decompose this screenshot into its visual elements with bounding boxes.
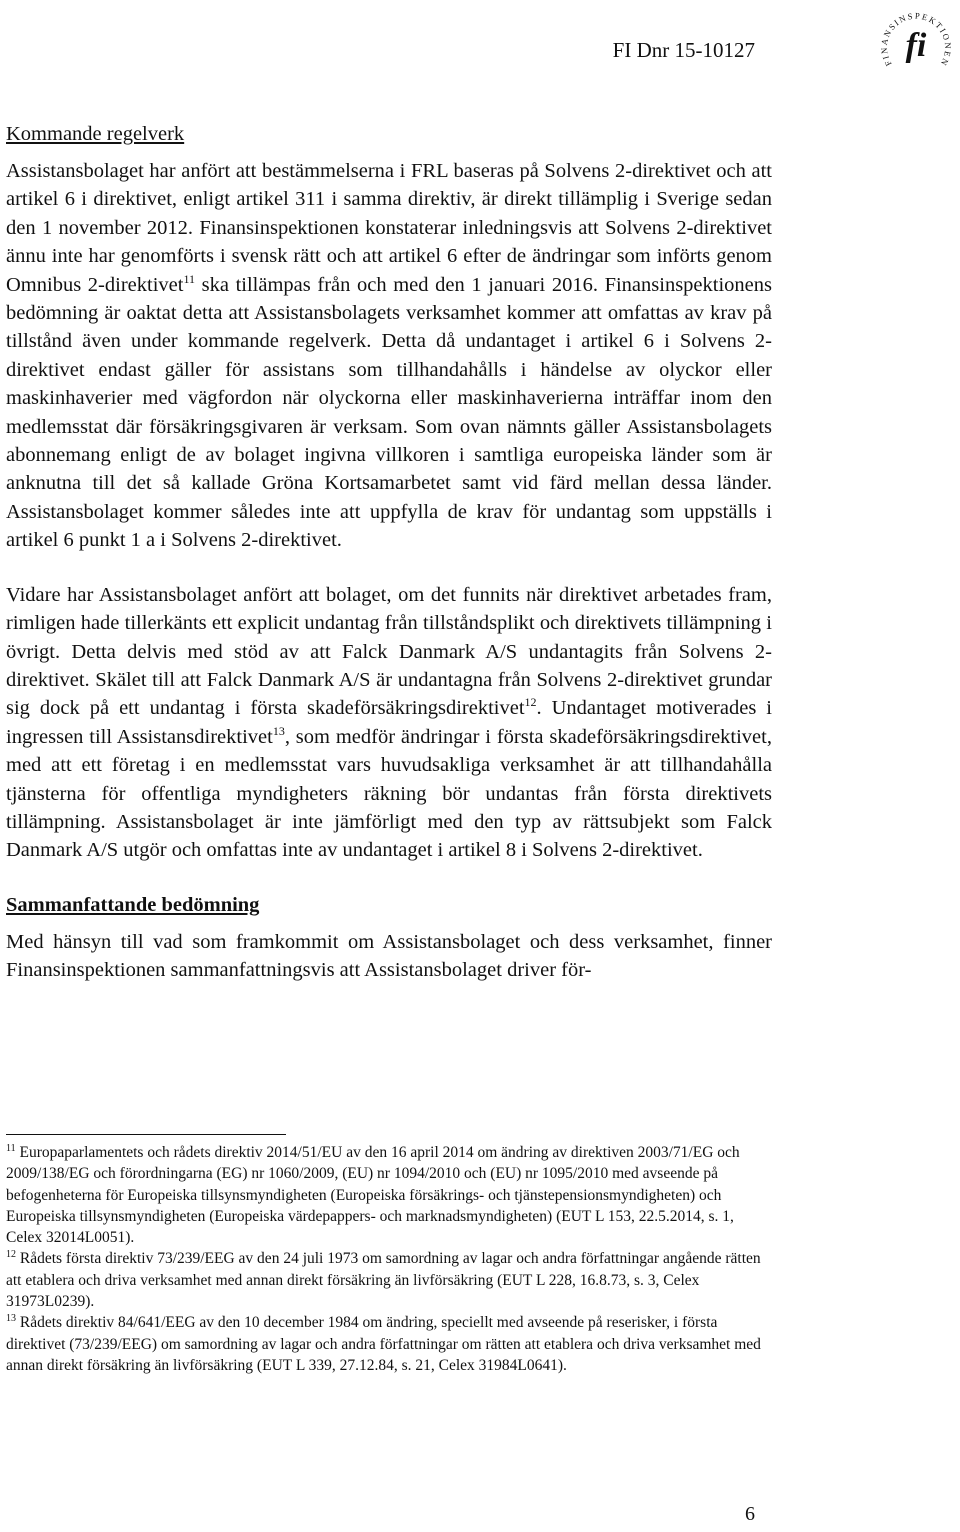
footnote-ref-13[interactable]: 13 — [272, 723, 285, 738]
paragraph-1: Assistansbolaget har anfört att bestämmelserna i FRL baseras på Solvens 2-direktivet och att artikel 6 i direktivet, enligt artikel 311 i samma direktiv, är direkt tillämplig i Sverige sedan den 1 november 2012. Finansinspektionen konstaterar inledningsvis att Solvens 2-direktivet ännu inte har genomförts i svensk rätt och att artikel 6 efter de ändringar som införts genom Omnibus 2-direktivet$^{11}$ ska tillämpas från och med den 1 januari 2016. Finansinspektionens bedömning är oaktat detta att Assistansbolagets verksamhet kommer att omfattas av krav på tillstånd även under kommande regelverk. Detta då undantaget i artikel 6 i Solvens 2-direktivet endast gäller för assistans som tillhandahålls i händelse av olyckor eller maskinhaverier med vägfordon när olyckorna eller maskinhaverierna inträffar inom den medlemsstat där försäkringsgivaren är verksam. Som ovan nämnts gäller Assistansbolagets abonnemang enligt de av bolaget ingivna villkoren i samtliga europeiska länder som är anknutna till det så kallade Gröna Kortsamarbetet samt vid färd mellan dessa länder. Assistansbolaget kommer således inte att uppfylla de krav för undantag som uppställs i artikel 6 punkt 1 a i Solvens 2-direktivet. — [6, 160, 772, 552]
footnote-ref-11[interactable]: 11 — [183, 271, 195, 286]
paragraph-2: Vidare har Assistansbolaget anfört att bolaget, om det funnits när direktivet arbetades fram, rimligen hade tillerkänts ett explicit undantag från tillståndsplikt och direktivets tillämpning i övrigt. Detta delvis med stöd av att Falck Danmark A/S undantagits från Solvens 2-direktivet. Skälet till att Falck Danmark A/S är undantagna från Solvens 2-direktivet grundar sig dock på ett undantag i första skadeförsäkringsdirektivet$^{12}$. Undantaget motiverades i ingressen till Assistansdirektivet$^{13}$, som medför ändringar i första skadeförsäkringsdirektivet, med att ett företag i en medlemsstat vars huvudsakliga verksamhet är att tillhandahålla tjänsterna för offentliga myndigheters räkning bör undantas från första direktivets tillämpning. Assistansbolaget är inte jämförligt med den typ av rättsubjekt som Falck Danmark A/S utgör och omfattas inte av undantaget i artikel 8 i Solvens 2-direktivet. — [6, 583, 772, 862]
finansinspektionen-logo — [878, 4, 954, 80]
paragraph-3: Med hänsyn till vad som framkommit om Assistansbolaget och dess verksamhet, finner Finansinspektionen sammanfattningsvis att Assistansbolaget driver för- — [6, 930, 772, 982]
footnote-11: $^{11}$ Europaparlamentets och rådets direktiv 2014/51/EU av den 16 april 2014 om ändring av direktiven 2003/71/EG och 2009/138/EG och förordningarna (EG) nr 1060/2009, (EU) nr 1094/2010 och (EU) nr 1095/2010 med avseende på befogenheterna för Europeiska tillsynsmyndigheten (Europeiska försäkrings- och tjänstepensionsmyndigheten) och Europeiska tillsynsmyndigheten (Europeiska värdepappers- och marknadsmyndigheten) (EUT L 153, 22.5.2014, s. 1, Celex 32014L0051). — [6, 1142, 740, 1247]
footnotes — [6, 1142, 766, 1376]
main-content — [6, 120, 772, 1011]
document-reference: FI Dnr 15-10127 — [612, 38, 755, 62]
svg-text:fi: fi — [905, 27, 927, 64]
section-heading-kommande-regelverk: Kommande regelverk — [6, 123, 185, 145]
svg-text:FINANSINSPEKTIONEN: FINANSINSPEKTIONEN — [878, 10, 954, 69]
footnote-ref-12[interactable]: 12 — [524, 695, 537, 710]
section-heading-sammanfattande-bedomning: Sammanfattande bedömning — [6, 893, 260, 916]
footnote-13: $^{13}$ Rådets direktiv 84/641/EEG av den 10 december 1984 om ändring, speciellt med avseende på reserisker, i första direktivet (73/239/EEG) om samordning av lagar och andra författningar om rätten att etablera och driva verksamhet med annan direkt försäkring än livförsäkring (EUT L 339, 27.12.84, s. 21, Celex 31984L0641). — [6, 1313, 761, 1374]
page-number: 6 — [745, 1503, 755, 1525]
footnote-12: $^{12}$ Rådets första direktiv 73/239/EEG av den 24 juli 1973 om samordning av lagar och andra författningar angående rätten att etablera och driva verksamhet med annan direkt försäkring än livförsäkring (EUT L 228, 16.8.73, s. 3, Celex 31973L0239). — [6, 1249, 761, 1311]
footnote-separator — [6, 1134, 286, 1135]
